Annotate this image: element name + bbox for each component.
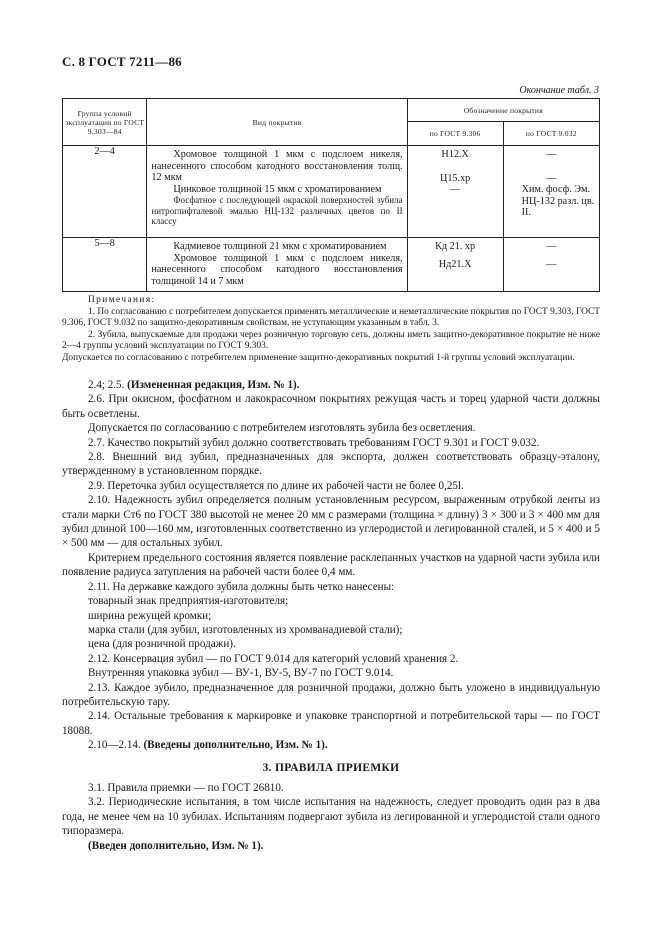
paragraph-2-6b: Допускается по согласованию с потребителем изготовлять зубила без осветления. xyxy=(88,422,476,435)
group-cell: 5—8 xyxy=(63,238,147,292)
paragraph-2-10: 2.10. Надежность зубил определяется полным установленным ресурсом, выраженным отрубкой ленты из стали марки Ст6 по ГОСТ 380 высотой не менее 20 мм с размерами (толщина × длину) 3 × 300 и 3 × 400 мм для зубил длиной 100—160 мм, изготовленных соответственно из углеродистой и легированной сталей, и 5 × 400 и 5 × 500 мм — для остальных зубил. xyxy=(62,494,600,550)
body-text xyxy=(62,378,600,853)
col-group-header: Группа условий эксплуатации по ГОСТ 9.303—84 xyxy=(63,99,147,146)
coatings-table xyxy=(62,98,600,292)
list-item: цена (для розничной продажи). xyxy=(88,638,236,651)
col-cover-header: Вид покрытия xyxy=(147,99,407,146)
paragraph-2-10-2-14: 2.10—2.14. (Введены дополнительно, Изм. № 1). xyxy=(88,739,328,752)
designation-9306-cell xyxy=(407,238,503,292)
table-row xyxy=(63,238,600,292)
paragraph-2-10b: Критерием предельного состояния является появление расклепанных участков на ударной части зубила или появление радиуса затупления на рабочей части более 0,4 мм. xyxy=(62,551,600,579)
designation-value: — xyxy=(546,258,557,270)
designation-value: — xyxy=(546,241,557,252)
notes-title: Примечания: xyxy=(88,295,156,305)
table-header-row xyxy=(63,99,600,122)
paragraph-2-13: 2.13. Каждое зубило, предназначенное для розничной продажи, должно быть уложено в индивидуальную потребительскую тару. xyxy=(62,681,600,708)
designation-value: — xyxy=(546,149,557,160)
list-item: товарный знак предприятия-изготовителя; xyxy=(88,595,289,608)
paragraph-2-7: 2.7. Качество покрытий зубил должно соответствовать требованиям ГОСТ 9.301 и ГОСТ 9.032. xyxy=(88,436,540,449)
paragraph-2-11: 2.11. На державке каждого зубила должны быть четко нанесены: xyxy=(88,580,395,593)
page-header: С. 8 ГОСТ 7211—86 xyxy=(62,54,182,69)
group-cell: 2—4 xyxy=(63,146,147,238)
list-item: марка стали (для зубил, изготовленных из хромванадиевой стали); xyxy=(88,623,403,636)
paragraph-3-1: 3.1. Правила приемки — по ГОСТ 26810. xyxy=(88,781,284,794)
paragraph-3-2: 3.2. Периодические испытания, в том числе испытания на надежность, следует проводить один раз в два года, не менее чем на 10 зубилах. Испытаниям подвергают зубила из легированной и углеродистой стали одного типоразмера. xyxy=(62,796,600,838)
paragraph-2-12b: Внутренняя упаковка зубил — ВУ-1, ВУ-5, ВУ-7 по ГОСТ 9.014. xyxy=(88,667,394,680)
paragraph-2-8: 2.8. Внешний вид зубил, предназначенных для экспорта, должен соответствовать образцу-эталону, утвержденному в установленном порядке. xyxy=(62,451,600,478)
table-notes xyxy=(62,295,600,365)
cover-cell xyxy=(147,238,407,292)
col-gost-9306-header: по ГОСТ 9.306 xyxy=(407,122,503,146)
paragraph-2-14: 2.14. Остальные требования к маркировке и упаковке транспортной и потребительской тары — по ГОСТ 18088. xyxy=(62,710,600,737)
designation-value: Кд 21. хр xyxy=(435,241,476,252)
note-item: 2. Зубила, выпускаемые для продажи через розничную торговую сеть, должны иметь защитно-декоративное покрытие не ниже 2—4 группы условий эксплуатации по ГОСТ 9.303. xyxy=(62,329,600,352)
cover-text: Фосфатное с последующей окраской поверхностей зубила нитроглифталевой эмалью НЦ-132 различных цветов по II классу xyxy=(151,195,403,227)
table-continuation-label: Окончание табл. 3 xyxy=(519,85,599,96)
designation-value: Хим. фосф. Эм. НЦ-132 разл. цв. II. xyxy=(521,184,595,219)
designation-value: Нд21.Х xyxy=(438,258,472,270)
paragraph-2-12: 2.12. Консервация зубил — по ГОСТ 9.014 для категорий условий хранения 2. xyxy=(88,652,459,665)
table-row xyxy=(63,146,600,238)
designation-value: Н12.Х xyxy=(441,149,469,160)
designation-value: — xyxy=(546,172,557,184)
cover-text: Хромовое толщиной 1 мкм с подслоем никеля, нанесенного способом катодного восстановления толщиной 14 и 7 мкм xyxy=(151,252,403,287)
paragraph-2-9: 2.9. Переточка зубил осуществляется по длине их рабочей части не более 0,25l. xyxy=(88,479,464,492)
col-designation-header: Обозначение покрытия xyxy=(407,99,599,122)
cover-text: Кадмиевое толщиной 21 мкм с хроматированием xyxy=(173,241,387,252)
amendment-note: (Введен дополнительно, Изм. № 1). xyxy=(88,839,264,852)
designation-9032-cell xyxy=(503,238,599,292)
list-item: ширина режущей кромки; xyxy=(88,609,212,622)
cover-text: Цинковое толщиной 15 мкм с хроматированием xyxy=(173,183,382,195)
col-gost-9032-header: по ГОСТ 9.032 xyxy=(503,122,599,146)
designation-value: Ц15.хр xyxy=(439,172,471,184)
paragraph-2-6: 2.6. При окисном, фосфатном и лакокрасочном покрытиях режущая часть и торец ударной части должны быть осветлены. xyxy=(62,393,600,420)
cover-text: Хромовое толщиной 1 мкм с подслоем никеля, нанесенного способом катодного восстановления толщ. 12 мкм xyxy=(151,149,403,184)
paragraph-2-4: 2.4; 2.5. (Измененная редакция, Изм. № 1). xyxy=(88,379,300,391)
section-title: 3. ПРАВИЛА ПРИЕМКИ xyxy=(262,761,400,774)
note-item: Допускается по согласованию с потребителем применение защитно-декоративных покрытий 1-й группы условий эксплуатации. xyxy=(62,352,575,363)
cover-cell xyxy=(147,146,407,238)
designation-value: — xyxy=(450,184,461,196)
designation-9032-cell xyxy=(503,146,599,238)
designation-9306-cell xyxy=(407,146,503,238)
note-item: 1. По согласованию с потребителем допускается применять металлические и неметаллические покрытия по ГОСТ 9.303, ГОСТ 9.306, ГОСТ 9.032 по защитно-декоративным свойствам, не уступающим указанным в табл. 3. xyxy=(62,306,600,329)
